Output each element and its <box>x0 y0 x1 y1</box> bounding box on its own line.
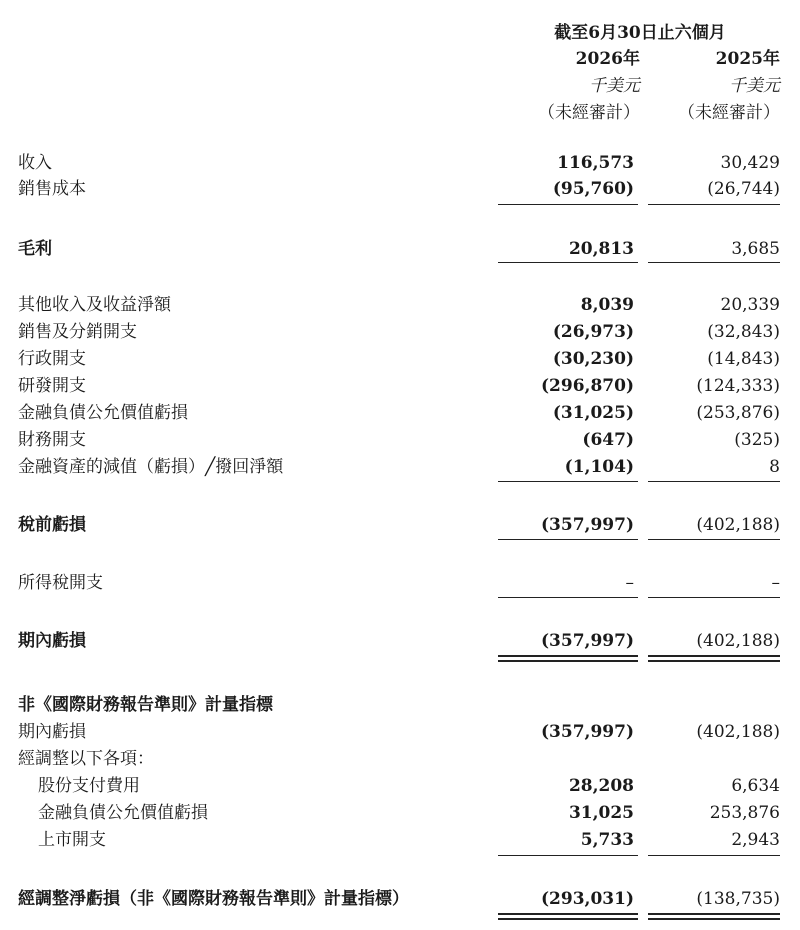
row-value-2026: 31,025 <box>568 803 634 823</box>
table-row <box>0 827 800 853</box>
row-value-2025: (138,735) <box>696 889 780 909</box>
table-row <box>0 346 800 372</box>
row-label: 上市開支 <box>38 830 106 850</box>
underline <box>648 539 780 540</box>
row-value-2025: 253,876 <box>709 803 780 823</box>
row-value-2026: 28,208 <box>568 776 634 796</box>
row-value-2026: (293,031) <box>541 889 634 909</box>
section-heading <box>0 692 800 718</box>
col1-status: （未經審計） <box>538 103 640 123</box>
underline <box>498 262 638 263</box>
underline <box>648 204 780 205</box>
row-value-2026: (31,025) <box>552 403 634 423</box>
table-row <box>0 427 800 453</box>
row-value-2026: (1,104) <box>564 457 634 477</box>
row-label: 期內虧損 <box>18 722 86 742</box>
table-row <box>0 512 800 538</box>
table-row <box>0 570 800 596</box>
row-label: 行政開支 <box>18 349 86 369</box>
col1-year: 2026年 <box>575 49 640 69</box>
row-value-2026: (296,870) <box>541 376 634 396</box>
row-value-2025: 20,339 <box>720 295 780 315</box>
double-underline <box>648 913 780 920</box>
double-underline <box>648 655 780 662</box>
row-label: 經調整淨虧損（非《國際財務報告準則》計量指標） <box>18 889 409 909</box>
table-row <box>0 176 800 202</box>
underline <box>648 597 780 598</box>
table-row <box>0 150 800 176</box>
row-value-2025: (14,843) <box>707 349 780 369</box>
table-row <box>0 719 800 745</box>
period-header: 截至6月30日止六個月 <box>554 23 726 43</box>
double-underline <box>498 913 638 920</box>
row-value-2026: (95,760) <box>552 179 634 199</box>
col2-unit: 千美元 <box>729 76 780 96</box>
row-label: 銷售及分銷開支 <box>18 322 137 342</box>
row-value-2026: – <box>625 573 634 593</box>
row-label: 股份支付費用 <box>38 776 140 796</box>
row-label: 期內虧損 <box>18 631 86 651</box>
row-label: 研發開支 <box>18 376 86 396</box>
table-row <box>0 373 800 399</box>
row-value-2026: (357,997) <box>541 631 634 651</box>
underline <box>648 855 780 856</box>
row-label: 收入 <box>18 153 52 173</box>
row-value-2025: (325) <box>734 430 780 450</box>
row-label: 毛利 <box>18 239 52 259</box>
row-value-2025: (402,188) <box>696 722 780 742</box>
row-value-2025: (124,333) <box>696 376 780 396</box>
row-value-2026: (357,997) <box>541 515 634 535</box>
row-value-2026: 5,733 <box>580 830 634 850</box>
underline <box>648 262 780 263</box>
row-value-2026: 8,039 <box>580 295 634 315</box>
underline <box>498 539 638 540</box>
double-underline <box>498 655 638 662</box>
row-value-2025: 8 <box>769 457 780 477</box>
row-label: 金融負債公允價值虧損 <box>18 403 188 423</box>
table-row <box>0 628 800 654</box>
row-value-2025: 3,685 <box>731 239 780 259</box>
row-value-2025: (26,744) <box>707 179 780 199</box>
row-value-2025: (32,843) <box>707 322 780 342</box>
row-value-2025: 2,943 <box>731 830 780 850</box>
underline <box>498 855 638 856</box>
row-value-2025: 30,429 <box>720 153 780 173</box>
row-label: 所得稅開支 <box>18 573 103 593</box>
row-value-2025: (402,188) <box>696 631 780 651</box>
adjust-label: 經調整以下各項： <box>18 749 154 769</box>
row-value-2025: 6,634 <box>731 776 780 796</box>
row-value-2026: (357,997) <box>541 722 634 742</box>
table-row <box>0 746 800 772</box>
row-label: 金融負債公允價值虧損 <box>38 803 208 823</box>
table-row <box>0 886 800 912</box>
row-value-2026: (26,973) <box>552 322 634 342</box>
row-value-2026: 20,813 <box>568 239 634 259</box>
underline <box>498 597 638 598</box>
underline <box>648 481 780 482</box>
table-row <box>0 319 800 345</box>
non-ifrs-title: 非《國際財務報告準則》計量指標 <box>18 695 273 715</box>
col1-unit: 千美元 <box>589 76 640 96</box>
table-row <box>0 292 800 318</box>
col2-status: （未經審計） <box>678 103 780 123</box>
row-label: 財務開支 <box>18 430 86 450</box>
table-row <box>0 454 800 480</box>
row-label: 其他收入及收益淨額 <box>18 295 171 315</box>
underline <box>498 204 638 205</box>
row-label: 銷售成本 <box>18 179 86 199</box>
col2-year: 2025年 <box>715 49 780 69</box>
row-value-2025: (402,188) <box>696 515 780 535</box>
table-row <box>0 800 800 826</box>
row-value-2025: – <box>771 573 780 593</box>
row-value-2026: (647) <box>582 430 634 450</box>
row-value-2026: (30,230) <box>552 349 634 369</box>
row-value-2026: 116,573 <box>557 153 634 173</box>
row-value-2025: (253,876) <box>696 403 780 423</box>
row-label: 稅前虧損 <box>18 515 86 535</box>
underline <box>498 481 638 482</box>
table-row <box>0 400 800 426</box>
table-row <box>0 773 800 799</box>
row-label: 金融資產的減值（虧損）╱撥回淨額 <box>18 457 284 477</box>
table-row <box>0 236 800 262</box>
